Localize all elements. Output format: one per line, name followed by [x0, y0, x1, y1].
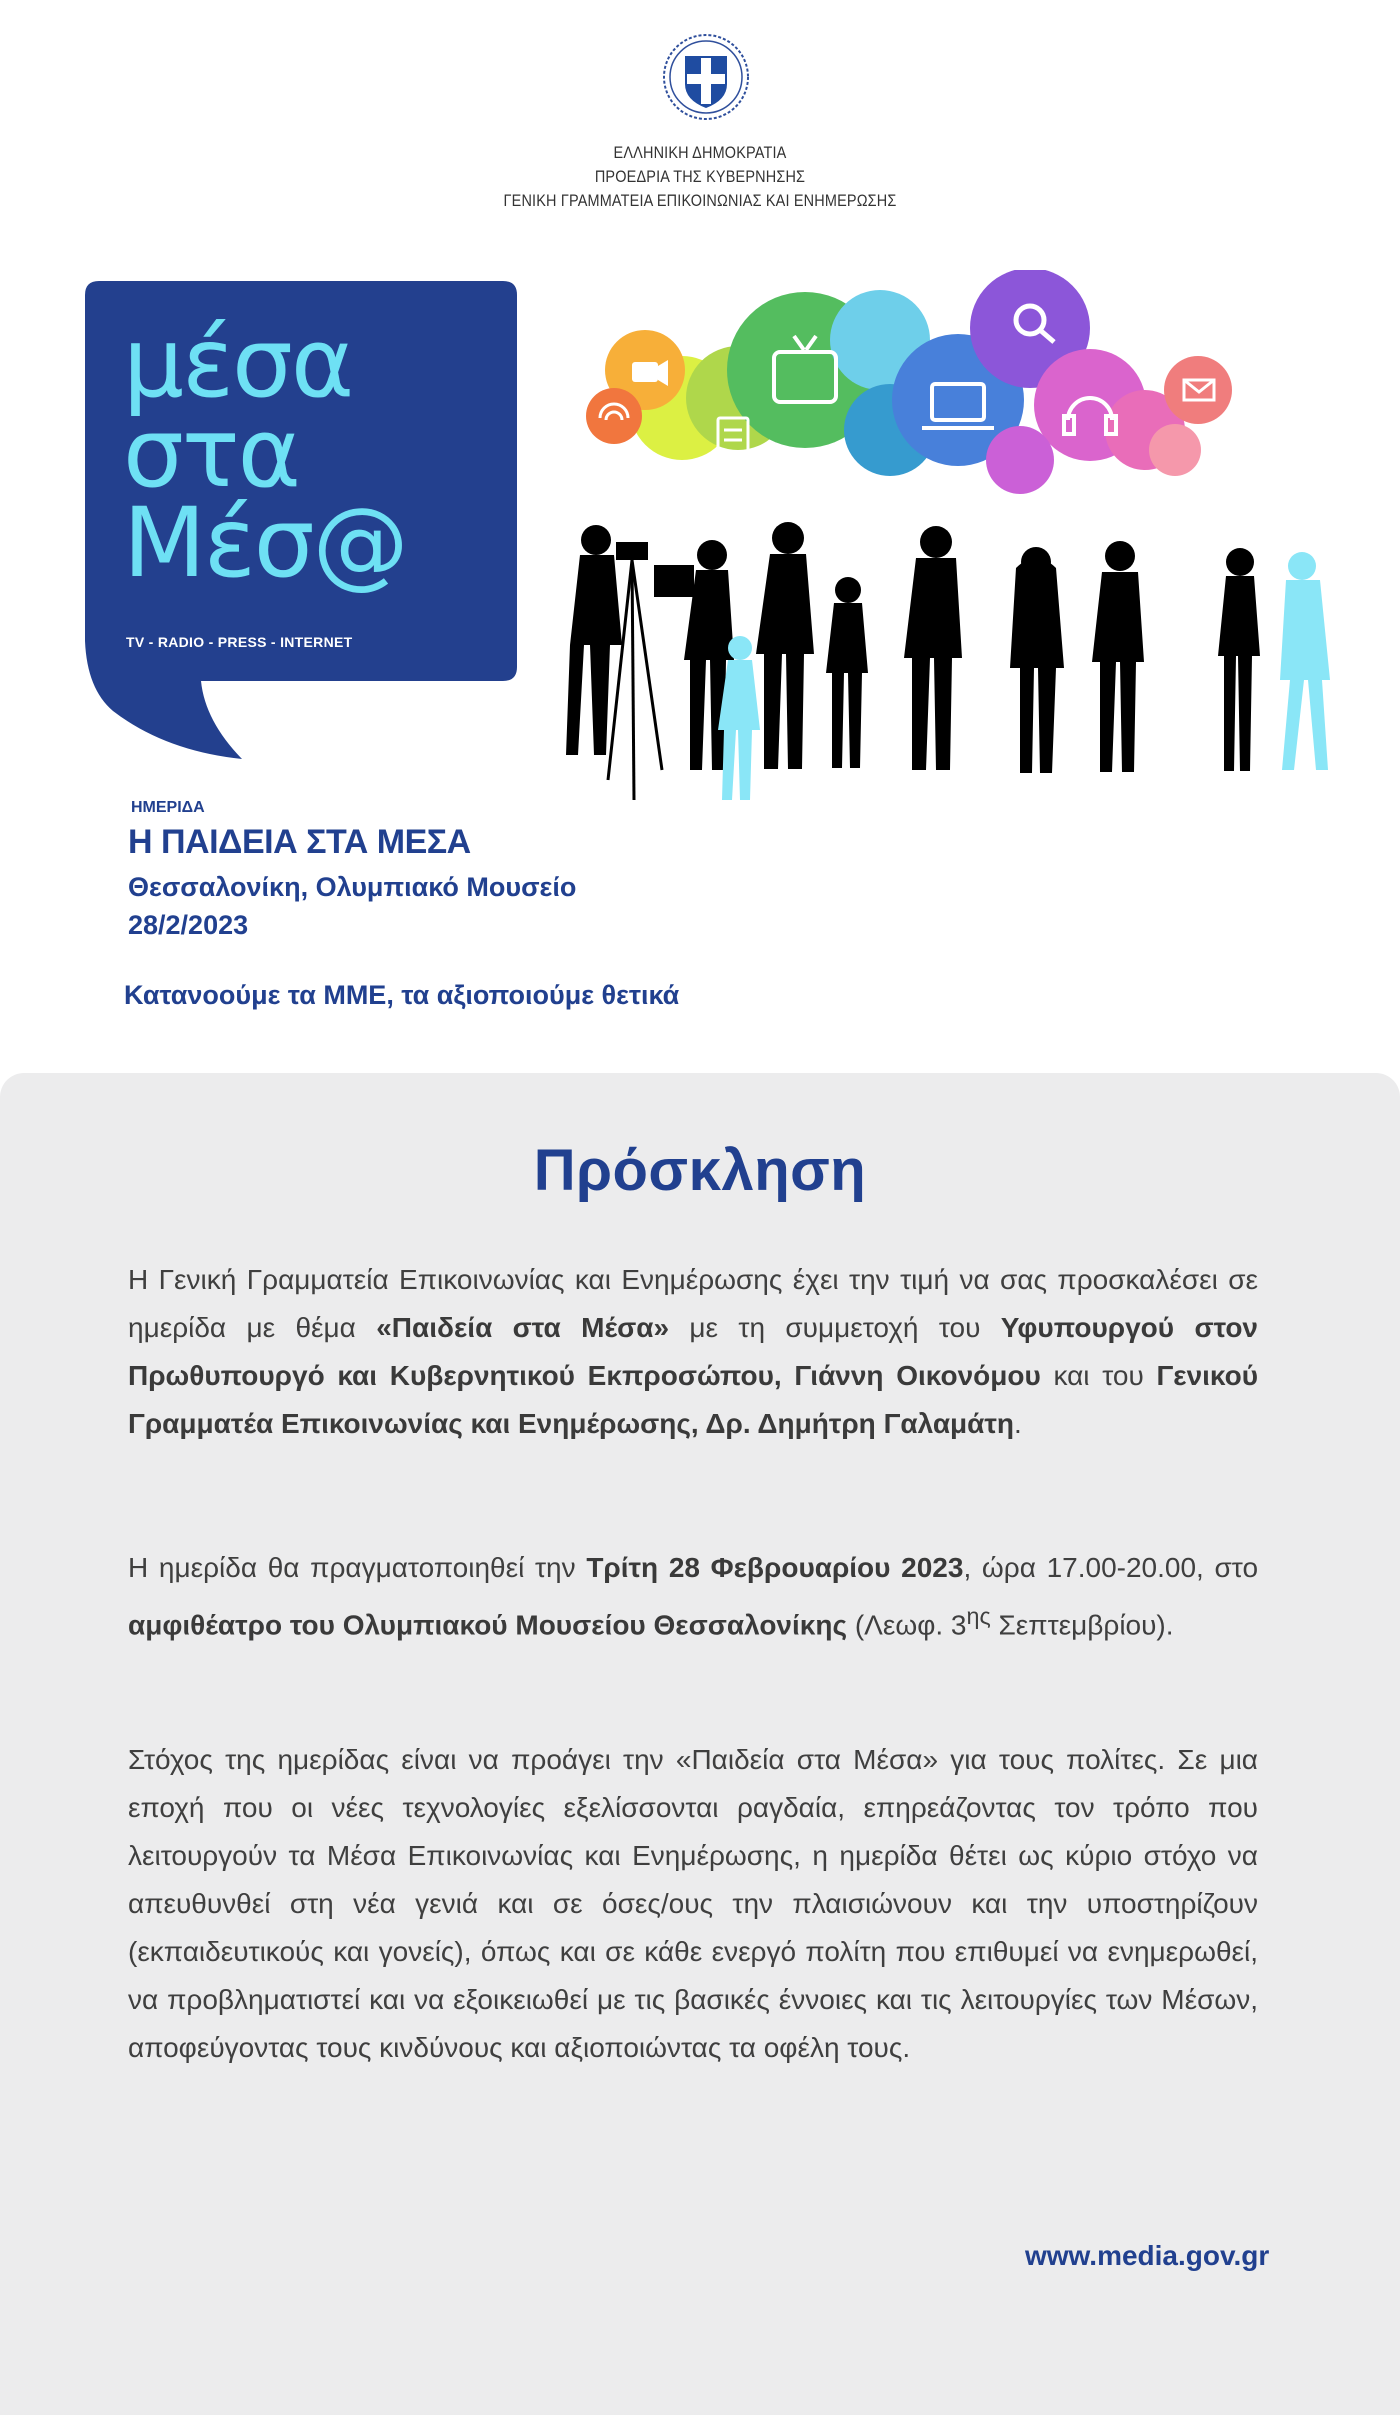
logo-tagline: TV - RADIO - PRESS - INTERNET [126, 634, 353, 650]
event-label: ΗΜΕΡΙΔΑ [131, 799, 205, 816]
p2-date: Τρίτη 28 Φεβρουαρίου 2023 [586, 1552, 964, 1583]
event-title: Η ΠΑΙΔΕΙΑ ΣΤΑ ΜΕΣΑ [128, 823, 471, 861]
government-header [0, 141, 1400, 213]
invitation-paragraph-2 [128, 1544, 1258, 1649]
media-audience-illustration [550, 270, 1340, 810]
p1-text-a: Η Γενική Γραμματεία Επικοινωνίας και Ενημέρωσης έχει την τιμή να σας προσκαλέσει σε ημερίδα με θέμα [128, 1264, 1258, 1343]
invitation-paragraph-3: Στόχος της ημερίδας είναι να προάγει την «Παιδεία στα Μέσα» για τους πολίτες. Σε μια εποχή που οι νέες τεχνολογίες εξελίσσονται ραγδαία, επηρεάζοντας τον τρόπο που λειτουργούν τα Μέσα Επικοινωνίας και Ενημέρωσης, η ημερίδα θέτει ως κύριο στόχο να απευθυνθεί στη νέα γενιά και σε όσες/ους την πλαισιώνουν και την υποστηρίζουν (εκπαιδευτικούς και γονείς), όπως και σε κάθε ενεργό πολίτη που επιθυμεί να ενημερωθεί, να προβληματιστεί και να εξοικειωθεί με τις βασικές έννοιες και τις λειτουργίες των Μέσων, αποφεύγοντας τους κινδύνους και αξιοποιώντας τα οφέλη τους. [128, 1744, 1258, 2063]
event-date: 28/2/2023 [128, 910, 249, 940]
p1-secretary-general: Γενικού Γραμματέα Επικοινωνίας και Ενημέρωσης, Δρ. Δημήτρη Γαλαμάτη [128, 1360, 1259, 1439]
p1-text-c: με τη συμμετοχή του [669, 1312, 1001, 1343]
p2-text-a: Η ημερίδα θα πραγματοποιηθεί την [128, 1552, 587, 1583]
p1-topic: «Παιδεία στα Μέσα» [376, 1312, 670, 1343]
logo-line-1: μέσα [123, 307, 353, 419]
event-place: Θεσσαλονίκη, Ολυμπιακό Μουσείο [128, 872, 577, 902]
logo-line-2: στα [123, 397, 299, 509]
p2-text-e: (Λεωφ. 3 [847, 1609, 967, 1641]
gov-line-1: ΕΛΛΗΝΙΚΗ ΔΗΜΟΚΡΑΤΙΑ [613, 143, 787, 162]
p1-deputy-minister: Υφυπουργού στον Πρωθυπουργό και Κυβερνητικού Εκπροσώπου, Γιάννη Οικονόμου [128, 1312, 1258, 1391]
p1-text-g: . [1014, 1408, 1022, 1439]
invitation-title: Πρόσκληση [533, 1138, 867, 1203]
p2-superscript: ης [966, 1603, 991, 1629]
logo-wordmark [123, 307, 407, 599]
greek-emblem-icon [661, 32, 751, 122]
gov-line-3: ΓΕΝΙΚΗ ΓΡΑΜΜΑΤΕΙΑ ΕΠΙΚΟΙΝΩΝΙΑΣ ΚΑΙ ΕΝΗΜΕΡΩΣΗΣ [503, 191, 897, 210]
website-link[interactable]: www.media.gov.gr [1025, 2240, 1270, 2271]
p1-text-e: και του [1040, 1360, 1157, 1391]
gov-line-2: ΠΡΟΕΔΡΙΑ ΤΗΣ ΚΥΒΕΡΝΗΣΗΣ [594, 167, 806, 186]
invitation-paragraph-1 [128, 1256, 1258, 1448]
p2-text-f: Σεπτεμβρίου). [990, 1609, 1174, 1641]
event-slogan: Κατανοούμε τα ΜΜΕ, τα αξιοποιούμε θετικά [124, 980, 680, 1010]
logo-line-3: Μέσ@ [123, 487, 407, 599]
p2-venue: αμφιθέατρο του Ολυμπιακού Μουσείου Θεσσαλονίκης [128, 1609, 848, 1641]
p2-text-c: , ώρα 17.00-20.00, στο [963, 1552, 1259, 1583]
